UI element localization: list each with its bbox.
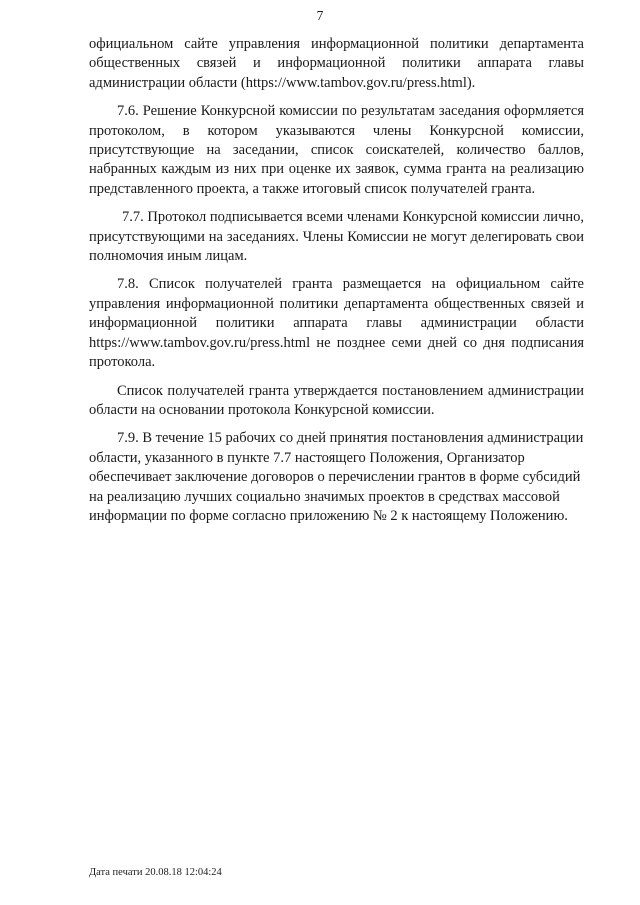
paragraph-7-7: 7.7. Протокол подписывается всеми членами Конкурсной комиссии лично, присутствующими на заседаниях. Члены Комиссии не могут делегировать свои полномочия иным лицам. [89,209,584,265]
paragraph-7-6: 7.6. Решение Конкурсной комиссии по результатам заседания оформляется протоколом, в котором указываются члены Конкурсной комиссии, присутствующие на заседании, список соискателей, количество баллов, набранных каждым из них при оценке их заявок, сумма гранта на реализацию представленного проекта, а также итоговый список получателей гранта. [89,103,584,197]
paragraph-list-approval: Список получателей гранта утверждается постановлением администрации области на основании протокола Конкурсной комиссии. [89,382,584,418]
paragraph-7-8: 7.8. Список получателей гранта размещается на официальном сайте управления информационной политики департамента общественных связей и информационной политики аппарата главы администрации области https://www.tambov.gov.ru/press.html не позднее семи дней со дня подписания протокола. [89,276,584,371]
print-date: Дата печати 20.08.18 12:04:24 [89,867,222,878]
document-body [89,35,584,535]
page-number: 7 [316,8,324,23]
paragraph-7-9: 7.9. В течение 15 рабочих со дней принятия постановления администрации области, указанного в пункте 7.7 настоящего Положения, Организатор обеспечивает заключение договоров о перечислении грантов в форме субсидий на реализацию лучших социально значимых проектов в средствах массовой информации по форме согласно приложению № 2 к настоящему Положению. [89,430,584,524]
paragraph-continuation: официальном сайте управления информационной политики департамента общественных связей и информационной политики аппарата главы администрации области (https://www.tambov.gov.ru/press.html). [89,36,584,91]
